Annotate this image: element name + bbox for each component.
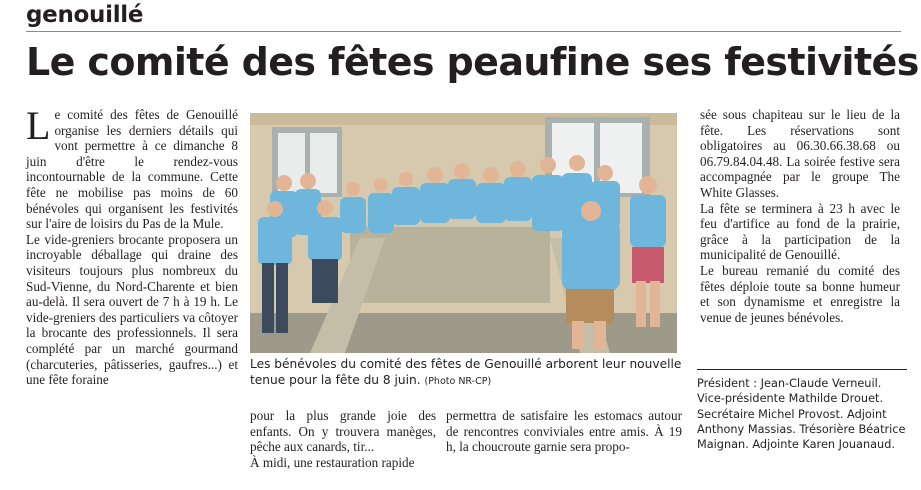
headline: Le comité des fêtes peaufine ses festivités bbox=[26, 40, 919, 84]
section-rule bbox=[26, 31, 901, 32]
article-column-1 bbox=[26, 103, 238, 388]
group-photo bbox=[250, 113, 677, 353]
photo-credit: (Photo NR-CP) bbox=[424, 375, 492, 387]
committee-box bbox=[697, 369, 907, 452]
paragraph-3: pour la plus grande joie des enfants. On y trouvera manèges, pêche aux canards, tir... bbox=[250, 408, 436, 455]
paragraph-4: À midi, une restauration rapide bbox=[250, 454, 415, 470]
paragraph-7: La fête se terminera à 23 h avec le feu d'artifice au fond de la prairie, grâce à la participation de la municipalité de Genouillé. bbox=[700, 200, 900, 263]
article-column-3 bbox=[446, 408, 682, 455]
article-column-4 bbox=[700, 107, 900, 325]
drop-cap: L bbox=[26, 103, 51, 148]
paragraph-6: sée sous chapiteau sur le lieu de la fête. Les réservations sont obligatoires au 06.30.66.38.68 ou 06.79.84.04.48. La soirée festive sera accompagnée par le groupe The White Glasses. bbox=[700, 107, 900, 200]
committee-members: Président : Jean-Claude Verneuil. Vice-présidente Mathilde Drouet. Secrétaire Michel Provost. Adjoint Anthony Massias. Trésorière Béatrice Maignan. Adjointe Karen Jouanaud. bbox=[697, 377, 906, 452]
caption-text: Les bénévoles du comité des fêtes de Genouillé arborent leur nouvelle tenue pour la fête du 8 juin. bbox=[250, 357, 682, 387]
paragraph-8: Le bureau remanié du comité des fêtes déploie toute sa bonne humeur et son dynamisme et enregistre la venue de jeunes bénévoles. bbox=[700, 262, 900, 325]
photo-caption bbox=[250, 357, 682, 389]
paragraph-5: permettra de satisfaire les estomacs autour de rencontres conviviales entre amis. À 19 h, la choucroute garnie sera propo- bbox=[446, 408, 682, 455]
paragraph-2: Le vide-greniers brocante proposera un incroyable déballage qui draine des visiteurs toujours plus nombreux du Sud-Vienne, du Nord-Charente et bien au-delà. Il sera ouvert de 7 h à 19 h. Le vide-greniers des particuliers va côtoyer la brocante des professionnels. Il sera complété par un marché gourmand (charcuteries, pâtisseries, gaufres...) et une fête foraine bbox=[26, 231, 238, 388]
paragraph-1: Le comité des fêtes de Genouillé organise les derniers détails qui vont permettre à ce dimanche 8 juin d'être le rendez-vous incontournable de la commune. Cette fête ne mobilise pas moins de 60 bénévoles qui organisent les festivités sur l'aire de loisirs du Pas de la Mule. bbox=[26, 103, 238, 232]
section-title: genouillé bbox=[26, 2, 144, 28]
article-column-2 bbox=[250, 408, 436, 470]
